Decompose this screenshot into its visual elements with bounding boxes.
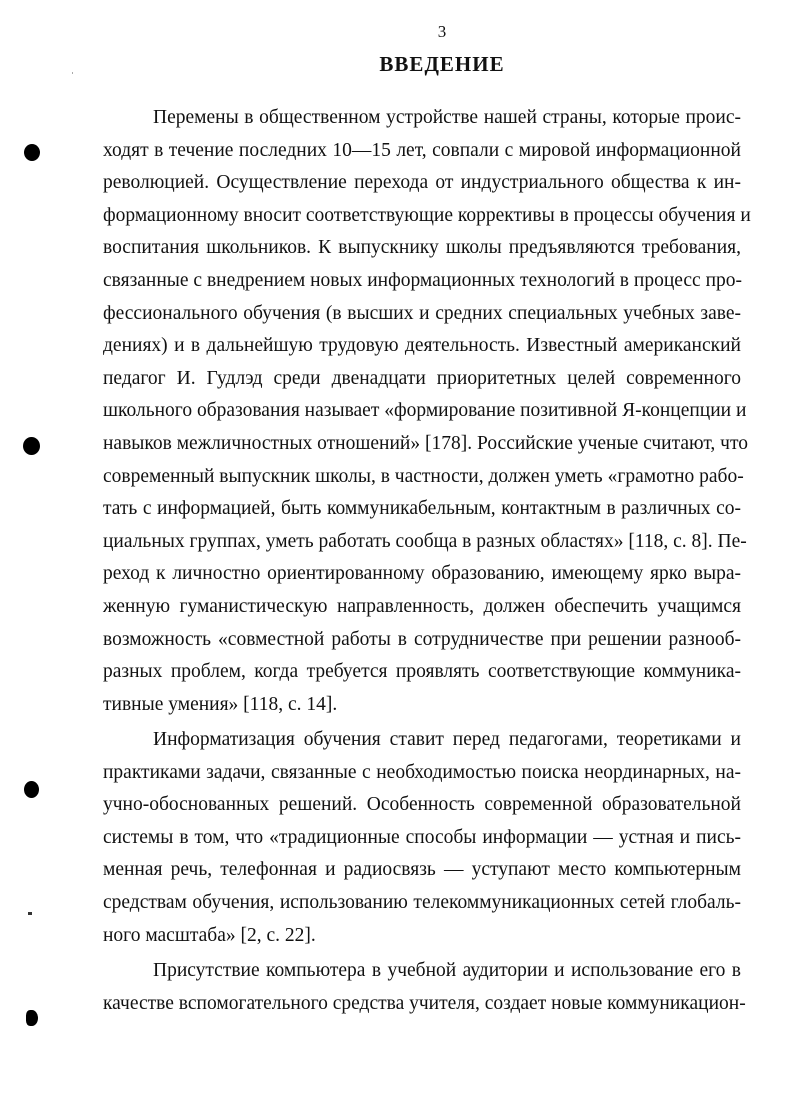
text-line: формационному вносит соответствующие коррективы в процессы обучения и: [103, 204, 751, 226]
text-line: революцией. Осуществление перехода от индустриального общества к ин-: [103, 172, 741, 194]
text-line: школьного образования называет «формирование позитивной Я-концепции и: [103, 400, 747, 422]
text-line: системы в том, что «традиционные способы информации — устная и пись-: [103, 826, 741, 848]
scan-speck: [28, 912, 32, 915]
text-line: воспитания школьников. К выпускнику школы предъявляются требования,: [103, 237, 741, 259]
page-title: ВВЕДЕНИЕ: [379, 52, 505, 76]
text-line: циальных группах, уметь работать сообща в разных областях» [118, с. 8]. Пе-: [103, 530, 747, 552]
text-line: ного масштаба» [2, с. 22].: [103, 924, 316, 946]
text-line: современный выпускник школы, в частности, должен уметь «грамотно рабо-: [103, 465, 744, 487]
paragraph-3: [103, 955, 746, 1020]
text-line: связанные с внедрением новых информационных технологий в процесс про-: [103, 269, 743, 291]
text-line: возможность «совместной работы в сотрудничестве при решении разнооб-: [103, 628, 741, 650]
text-line: ходят в течение последних 10—15 лет, совпали с мировой информационной: [103, 139, 741, 161]
text-line: Перемены в общественном устройстве нашей страны, которые проис-: [153, 107, 741, 128]
text-line: учно-обоснованных решений. Особенность современной образовательной: [103, 794, 741, 816]
page-number: 3: [437, 22, 447, 41]
text-line: разных проблем, когда требуется проявлять соответствующие коммуника-: [103, 661, 741, 683]
binder-hole: [24, 781, 39, 798]
paragraph-1: [103, 102, 751, 721]
text-line: средствам обучения, использованию телекоммуникационных сетей глобаль-: [103, 891, 741, 913]
text-line: Присутствие компьютера в учебной аудитории и использование его в: [153, 960, 741, 981]
binder-hole: [26, 1010, 38, 1026]
text-line: менная речь, телефонная и радиосвязь — уступают место компьютерным: [103, 859, 741, 881]
paragraph-2: [103, 724, 741, 952]
scan-speck: [72, 72, 73, 74]
binder-hole: [23, 437, 40, 455]
text-line: женную гуманистическую направленность, должен обеспечить учащимся: [103, 595, 741, 617]
text-line: фессионального обучения (в высших и средних специальных учебных заве-: [103, 302, 741, 324]
text-line: Информатизация обучения ставит перед педагогами, теоретиками и: [153, 729, 741, 750]
text-line: реход к личностно ориентированному образованию, имеющему ярко выра-: [103, 563, 741, 585]
binder-hole: [24, 144, 40, 161]
text-line: качестве вспомогательного средства учителя, создает новые коммуникацион-: [103, 992, 746, 1014]
text-line: тать с информацией, быть коммуникабельным, контактным в различных со-: [103, 498, 741, 520]
text-line: практиками задачи, связанные с необходимостью поиска неординарных, на-: [103, 761, 741, 783]
text-line: дениях) и в дальнейшую трудовую деятельность. Известный американский: [103, 335, 741, 357]
text-line: педагог И. Гудлэд среди двенадцати приоритетных целей современного: [103, 367, 741, 389]
text-line: навыков межличностных отношений» [178]. Российские ученые считают, что: [103, 432, 748, 454]
text-line: тивные умения» [118, с. 14].: [103, 693, 338, 715]
